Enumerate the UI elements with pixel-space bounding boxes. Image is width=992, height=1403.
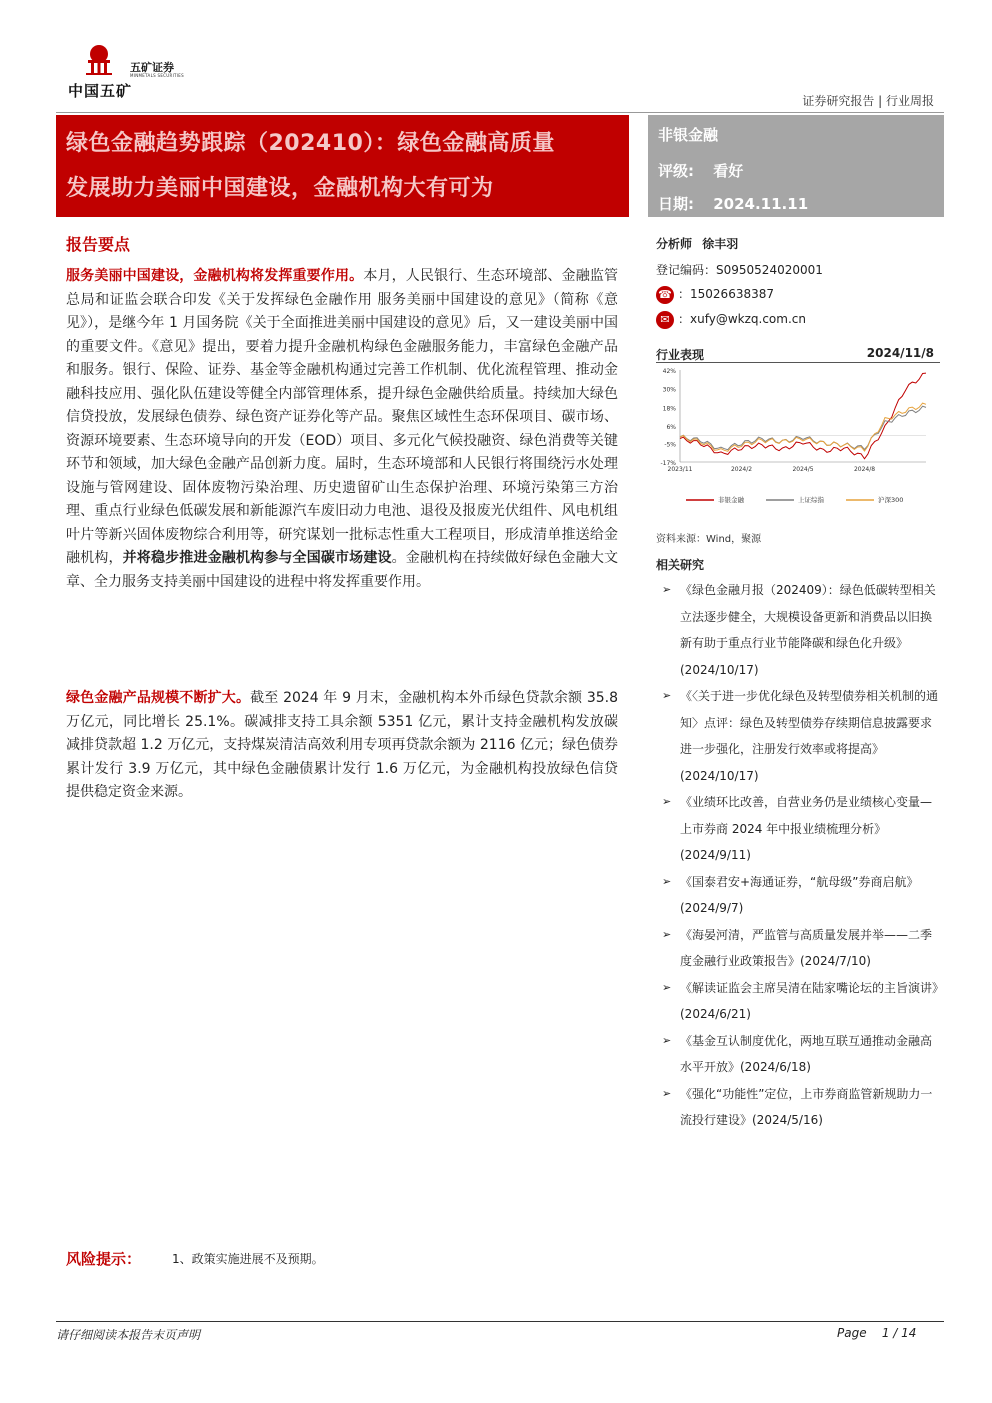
registration-row [656, 261, 940, 278]
related-research-text: 《国泰君安+海通证券，“航母级”券商启航》(2024/9/7) [680, 874, 919, 915]
legend-label: 上证综指 [798, 496, 824, 504]
rating-label: 评级: [658, 162, 694, 180]
logo-company-text: 五矿证券 [130, 61, 174, 74]
date-value: 2024.11.11 [713, 195, 809, 213]
para1-body2: 。金融机构在持续做好绿色金融大文章、全力服务支持美丽中国建设的进程中将发挥重要作用。 [66, 550, 619, 590]
paragraph-1 [66, 265, 618, 594]
y-tick-label: 30% [662, 386, 676, 394]
phone-row: ☎ ：15026638387 [656, 285, 940, 304]
rating-row [658, 160, 743, 181]
chart-source: 资料来源：Wind，聚源 [656, 534, 762, 545]
related-research-item[interactable] [662, 1028, 940, 1081]
chart-legend [686, 495, 903, 504]
email-row: ✉ ：xufy@wkzq.com.cn [656, 310, 940, 329]
phone-icon: ☎ [656, 286, 674, 304]
reg-label: 登记编码： [656, 263, 717, 277]
x-tick-label: 2023/11 [667, 466, 693, 473]
x-tick-label: 2024/5 [792, 466, 814, 473]
para2-lead: 绿色金融产品规模不断扩大。 [66, 690, 251, 706]
date-label: 日期: [658, 195, 694, 213]
related-research-item[interactable] [662, 869, 940, 922]
series-line [680, 406, 926, 450]
phone-number: 15026638387 [690, 287, 774, 301]
chart-series [680, 373, 926, 459]
title-line-1: 绿色金融趋势跟踪（202410）：绿色金融高质量 [66, 131, 555, 156]
legend-label: 沪深300 [878, 496, 904, 504]
rating-box [648, 115, 944, 217]
chart-header [656, 346, 940, 363]
bullet-arrow-icon: ➢ [662, 689, 672, 702]
logo-emblem-icon [82, 44, 116, 76]
performance-chart [656, 364, 940, 514]
x-tick-label: 2024/2 [730, 466, 753, 473]
related-research-text: 《海晏河清，严监管与高质量发展并举——二季度金融行业政策报告》(2024/7/10) [680, 927, 933, 968]
legend-label: 非银金融 [718, 496, 744, 504]
related-research-text: 《〈关于进一步优化绿色及转型债券相关机制的通知〉点评：绿色及转型债券存续期信息披露要求进一步强化，注册发行效率或将提高》(2024/10/17) [680, 689, 939, 783]
related-research-text: 《基金互认制度优化，两地互联互通推动金融高水平开放》(2024/6/18) [680, 1033, 933, 1074]
page-number: Page 1 / 14 [837, 1326, 917, 1340]
related-research-list [662, 577, 940, 1134]
chart-divider [656, 362, 940, 363]
analyst-row [656, 235, 940, 252]
rating-value: 看好 [713, 162, 744, 180]
related-research-item[interactable] [662, 1081, 940, 1134]
related-research-text: 《业绩环比改善，自营业务仍是业绩核心变量—上市券商 2024 年中报业绩梳理分析》(2024/9/11) [680, 795, 933, 862]
related-research-item[interactable] [662, 789, 940, 869]
related-research-text: 《解读证监会主席吴清在陆家嘴论坛的主旨演讲》(2024/6/21) [680, 980, 939, 1021]
y-tick-label: -17% [660, 460, 676, 467]
date-row [658, 193, 808, 214]
bullet-arrow-icon: ➢ [662, 1086, 672, 1100]
chart-title: 行业表现 [656, 348, 705, 362]
bullet-arrow-icon: ➢ [662, 927, 672, 941]
para1-lead: 服务美丽中国建设，金融机构将发挥重要作用。 [66, 268, 364, 284]
title-line-2: 发展助力美丽中国建设，金融机构大有可为 [66, 176, 494, 201]
report-title [66, 121, 626, 211]
mail-icon: ✉ [656, 311, 674, 329]
paragraph-2 [66, 687, 618, 805]
y-tick-label: -5% [664, 441, 676, 449]
related-research-item[interactable] [662, 577, 940, 683]
logo-main-text: 中国五矿 [68, 82, 133, 100]
bullet-arrow-icon: ➢ [662, 874, 672, 888]
footer-disclaimer: 请仔细阅读本报告末页声明 [56, 1328, 201, 1342]
related-research-title: 相关研究 [656, 558, 705, 572]
email-address[interactable]: xufy@wkzq.com.cn [690, 312, 806, 326]
bullet-arrow-icon: ➢ [662, 1033, 672, 1047]
header-divider [56, 112, 944, 113]
y-tick-label: 18% [662, 405, 676, 413]
related-research-text: 《绿色金融月报（202409）：绿色低碳转型相关立法逐步健全，大规模设备更新和消费品以旧换新有助于重点行业节能降碳和绿色化升级》(2024/10/17) [680, 583, 936, 677]
para2-body: 截至 2024 年 9 月末，金融机构本外币绿色贷款余额 35.8 万亿元，同比增长 25.1%。碳减排支持工具余额 5351 亿元，累计支持金融机构发放碳减排贷款超 1.2 万亿元，支持煤炭清洁高效利用专项再贷款余额为 2116 亿元；绿色债券累计发行 3.9 万亿元，其中绿色金融债累计发行 1.6 万亿元，为金融机构投放绿色信贷提供稳定资金来源。 [66, 690, 618, 800]
chart-date: 2024/11/8 [866, 346, 934, 360]
analyst-name: 徐丰羽 [702, 237, 739, 251]
industry-name: 非银金融 [658, 126, 719, 144]
related-research-item[interactable] [662, 683, 940, 789]
risk-label: 风险提示： [66, 1250, 142, 1268]
analyst-label: 分析师 [656, 237, 693, 251]
y-tick-label: 42% [662, 368, 676, 375]
company-logo [82, 44, 116, 76]
footer-divider [56, 1321, 944, 1322]
y-tick-label: 6% [666, 424, 676, 432]
logo-company-en: MINMETALS SECURITIES [130, 73, 184, 78]
para1-bold: 并将稳步推进金融机构参与全国碳市场建设 [122, 550, 392, 566]
bullet-arrow-icon: ➢ [662, 583, 672, 596]
section-title: 报告要点 [66, 235, 131, 254]
related-research-text: 《强化“功能性”定位，上市券商监管新规助力一流投行建设》(2024/5/16) [680, 1086, 933, 1127]
report-type: 证券研究报告 | 行业周报 [802, 94, 934, 108]
risk-text: 1、政策实施进展不及预期。 [172, 1252, 324, 1266]
reg-code: S0950524020001 [716, 263, 823, 277]
series-line [680, 373, 926, 459]
related-research-item[interactable] [662, 975, 940, 1028]
chart-x-axis [668, 462, 926, 473]
bullet-arrow-icon: ➢ [662, 980, 672, 994]
x-tick-label: 2024/8 [853, 466, 876, 473]
bullet-arrow-icon: ➢ [662, 795, 672, 808]
para1-body1: 本月，人民银行、生态环境部、金融监管总局和证监会联合印发《关于发挥绿色金融作用 服务美丽中国建设的意见》（简称《意见》），是继今年 1 月国务院《关于全面推进美丽中国建设的意见》后，又一建设美丽中国的重要文件。《意见》提出，要着力提升金融机构绿色金融服务能力，丰富绿色金融产品和服务。银行、保险、证券、基金等金融机构通过完善工作机制、优化流程管理、推动金融科技应用、强化队伍建设等健全内部管理体系，提升绿色金融供给质量。持续加大绿色信贷投放，发展绿色债券、绿色资产证券化等产品。聚焦区域性生态环保项目、碳市场、资源环境要素、生态环境导向的开发（EOD）项目、多元化气候投融资、绿色消费等关键环节和领域，加大绿色金融产品创新力度。届时，生态环境部和人民银行将围绕污水处理设施与管网建设、固体废物污染治理、历史遗留矿山生态保护治理、环境污染第三方治理、重点行业绿色低碳发展和新能源汽车废旧动力电池、退役及报废光伏组件、风电机组叶片等新兴固体废物综合利用等，研究谋划一批标志性重大工程项目，形成清单推送给金融机构， [66, 268, 619, 566]
related-research-item[interactable] [662, 922, 940, 975]
